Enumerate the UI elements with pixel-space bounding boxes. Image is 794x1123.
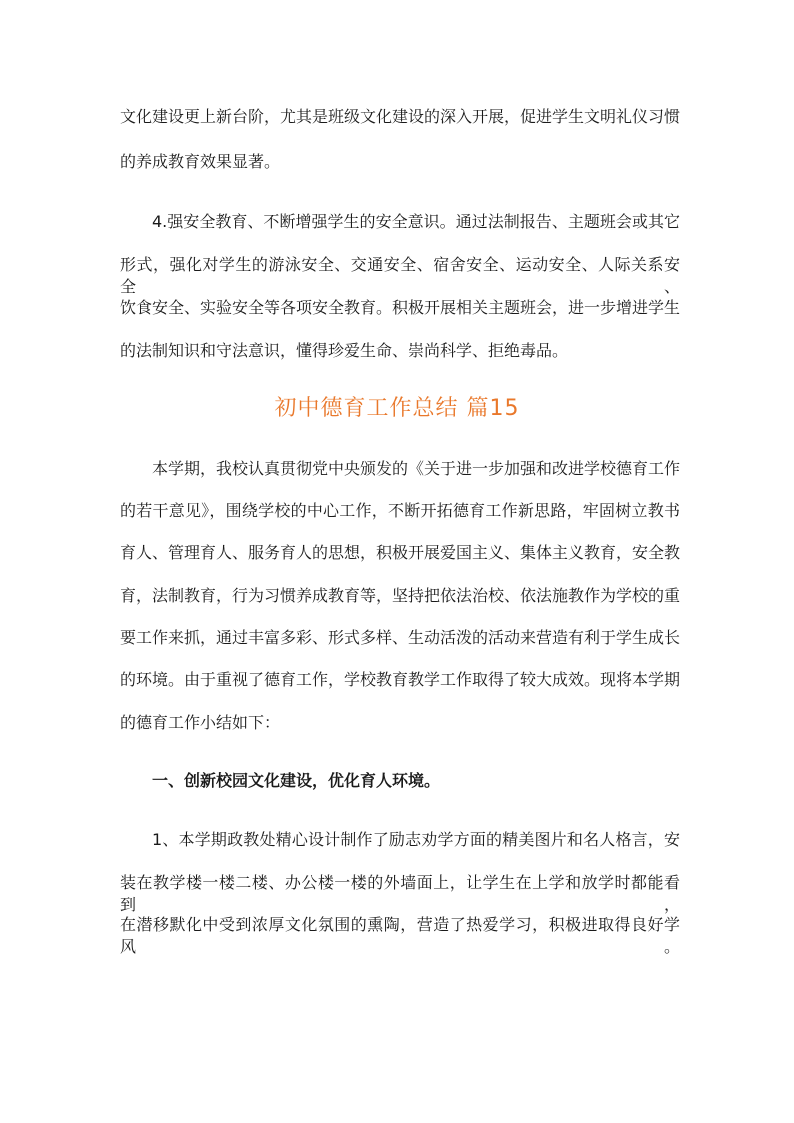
paragraph-line: 的若干意见》，围绕学校的中心工作，不断开拓德育工作新思路，牢固树立教书 [120, 501, 680, 520]
paragraph-line: 育，法制教育，行为习惯养成教育等，坚持把依法治校、依法施教作为学校的重 [120, 586, 681, 605]
paragraph-line: 形式，强化对学生的游泳安全、交通安全、宿舍安全、运动安全、人际关系安全、 [120, 255, 680, 296]
section-heading: 一、创新校园文化建设，优化育人环境。 [152, 771, 441, 790]
paragraph-line: 在潜移默化中受到浓厚文化氛围的熏陶，营造了热爱学习，积极进取得良好学风。 [120, 915, 680, 956]
paragraph-line: 的环境。由于重视了德育工作，学校教育教学工作取得了较大成效。现将本学期 [120, 670, 681, 689]
paragraph-line: 本学期，我校认真贯彻党中央颁发的《关于进一步加强和改进学校德育工作 [152, 459, 681, 478]
paragraph-line: 育人、管理育人、服务育人的思想，积极开展爱国主义、集体主义教育，安全教 [120, 543, 681, 562]
section-title: 初中德育工作总结 篇15 [274, 396, 520, 421]
paragraph-line: 4.强安全教育、不断增强学生的安全意识。通过法制报告、主题班会或其它 [152, 212, 680, 231]
paragraph-line: 要工作来抓，通过丰富多彩、形式多样、生动活泼的活动来营造有利于学生成长 [120, 628, 681, 647]
paragraph-line: 的德育工作小结如下： [120, 713, 281, 732]
paragraph-line: 饮食安全、实验安全等各项安全教育。积极开展相关主题班会，进一步增进学生 [120, 298, 681, 317]
paragraph-line: 1、本学期政教处精心设计制作了励志劝学方面的精美图片和名人格言，安 [152, 830, 680, 849]
paragraph-line: 的法制知识和守法意识，懂得珍爱生命、崇尚科学、拒绝毒品。 [120, 341, 569, 360]
paragraph-line: 的养成教育效果显著。 [120, 152, 281, 171]
paragraph-line: 装在教学楼一楼二楼、办公楼一楼的外墙面上，让学生在上学和放学时都能看到， [120, 873, 680, 914]
paragraph-line: 文化建设更上新台阶，尤其是班级文化建设的深入开展，促进学生文明礼仪习惯 [120, 107, 681, 126]
